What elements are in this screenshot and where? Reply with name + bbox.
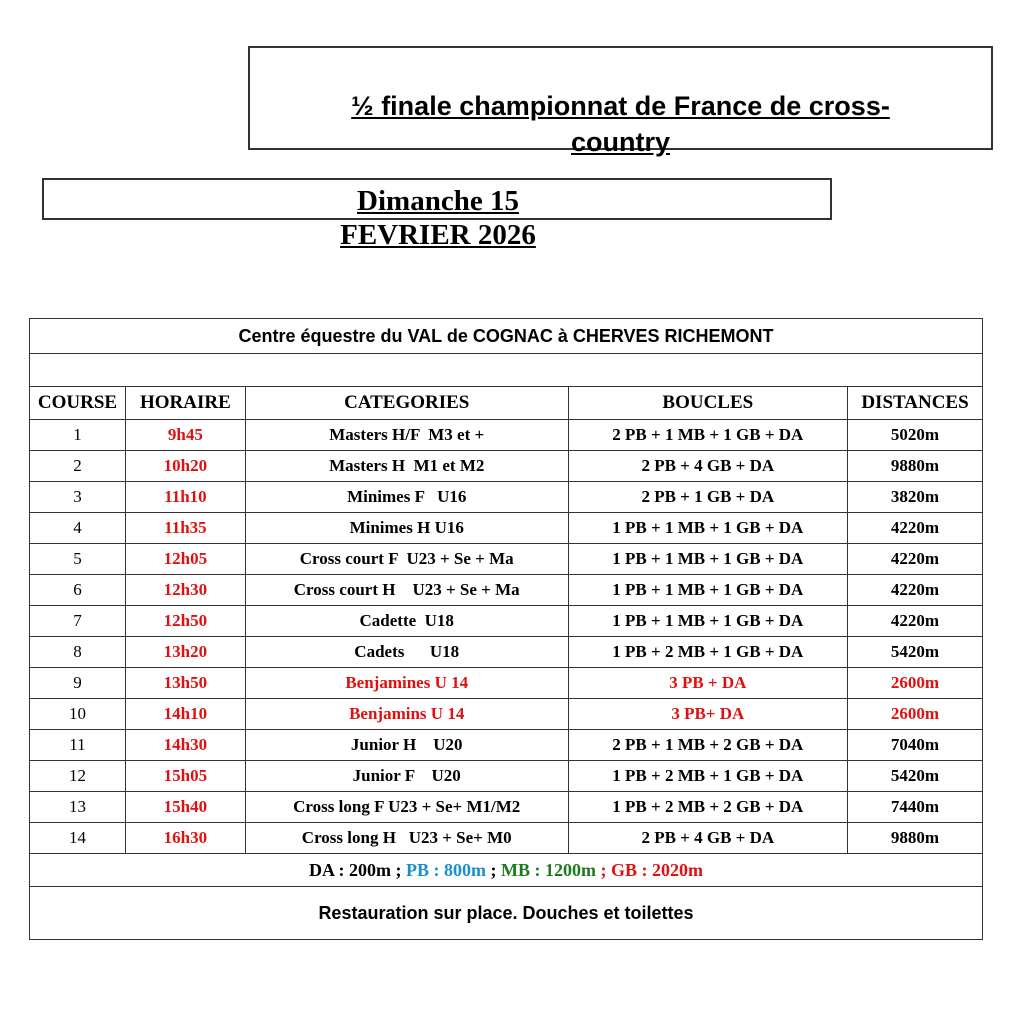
cell-boucles: 3 PB + DA xyxy=(568,668,847,699)
event-date xyxy=(300,184,576,252)
cell-distance: 4220m xyxy=(848,575,983,606)
cell-course: 4 xyxy=(30,513,126,544)
cell-distance: 2600m xyxy=(848,699,983,730)
cell-course: 14 xyxy=(30,823,126,854)
cell-categorie: Junior H U20 xyxy=(245,730,568,761)
cell-boucles: 2 PB + 1 GB + DA xyxy=(568,482,847,513)
cell-categorie: Cross court H U23 + Se + Ma xyxy=(245,575,568,606)
cell-distance: 9880m xyxy=(848,451,983,482)
cell-boucles: 3 PB+ DA xyxy=(568,699,847,730)
cell-distance: 7040m xyxy=(848,730,983,761)
cell-boucles: 2 PB + 1 MB + 1 GB + DA xyxy=(568,420,847,451)
table-row xyxy=(30,823,983,854)
cell-horaire: 10h20 xyxy=(125,451,245,482)
table-row xyxy=(30,637,983,668)
cell-horaire: 13h50 xyxy=(125,668,245,699)
header-categories: CATEGORIES xyxy=(245,387,568,420)
header-row xyxy=(30,387,983,420)
cell-horaire: 14h30 xyxy=(125,730,245,761)
cell-categorie: Benjamins U 14 xyxy=(245,699,568,730)
cell-horaire: 9h45 xyxy=(125,420,245,451)
cell-course: 12 xyxy=(30,761,126,792)
date-line-2: FEVRIER 2026 xyxy=(340,219,536,251)
header-course: COURSE xyxy=(30,387,126,420)
cell-distance: 4220m xyxy=(848,606,983,637)
cell-horaire: 14h10 xyxy=(125,699,245,730)
cell-distance: 7440m xyxy=(848,792,983,823)
table-row xyxy=(30,513,983,544)
table-row xyxy=(30,792,983,823)
legend-sep: ; xyxy=(395,859,402,880)
page-title xyxy=(248,88,993,160)
cell-boucles: 2 PB + 4 GB + DA xyxy=(568,823,847,854)
venue-label: Centre équestre du VAL de COGNAC à CHERVES RICHEMONT xyxy=(30,319,983,354)
table-row xyxy=(30,699,983,730)
legend-gb: GB : 2020m xyxy=(610,859,703,880)
cell-boucles: 2 PB + 1 MB + 2 GB + DA xyxy=(568,730,847,761)
cell-horaire: 11h10 xyxy=(125,482,245,513)
venue-row xyxy=(30,319,983,354)
cell-horaire: 12h50 xyxy=(125,606,245,637)
cell-horaire: 16h30 xyxy=(125,823,245,854)
header-boucles: BOUCLES xyxy=(568,387,847,420)
cell-horaire: 12h30 xyxy=(125,575,245,606)
cell-categorie: Minimes F U16 xyxy=(245,482,568,513)
cell-categorie: Benjamines U 14 xyxy=(245,668,568,699)
date-line-1: Dimanche 15 xyxy=(357,185,519,217)
cell-distance: 5420m xyxy=(848,761,983,792)
title-line-1: ½ finale championnat de France de cross- xyxy=(351,91,890,121)
table-row xyxy=(30,606,983,637)
cell-categorie: Cross court F U23 + Se + Ma xyxy=(245,544,568,575)
cell-horaire: 12h05 xyxy=(125,544,245,575)
cell-course: 11 xyxy=(30,730,126,761)
cell-boucles: 1 PB + 1 MB + 1 GB + DA xyxy=(568,606,847,637)
legend-row xyxy=(30,854,983,887)
cell-categorie: Cadette U18 xyxy=(245,606,568,637)
cell-course: 5 xyxy=(30,544,126,575)
cell-horaire: 15h05 xyxy=(125,761,245,792)
blank-row xyxy=(30,354,983,387)
cell-distance: 5020m xyxy=(848,420,983,451)
legend-sep: ; xyxy=(490,859,497,880)
cell-categorie: Minimes H U16 xyxy=(245,513,568,544)
header-distances: DISTANCES xyxy=(848,387,983,420)
cell-categorie: Masters H/F M3 et + xyxy=(245,420,568,451)
table-row xyxy=(30,575,983,606)
title-line-2: country xyxy=(570,127,670,157)
cell-horaire: 13h20 xyxy=(125,637,245,668)
cell-course: 10 xyxy=(30,699,126,730)
distance-legend xyxy=(30,854,983,887)
cell-categorie: Cadets U18 xyxy=(245,637,568,668)
table-row xyxy=(30,761,983,792)
table-row xyxy=(30,451,983,482)
cell-boucles: 1 PB + 1 MB + 1 GB + DA xyxy=(568,544,847,575)
cell-categorie: Masters H M1 et M2 xyxy=(245,451,568,482)
legend-mb: MB : 1200m xyxy=(501,859,596,880)
cell-distance: 2600m xyxy=(848,668,983,699)
blank-cell xyxy=(30,354,983,387)
cell-boucles: 1 PB + 2 MB + 2 GB + DA xyxy=(568,792,847,823)
cell-boucles: 2 PB + 4 GB + DA xyxy=(568,451,847,482)
cell-distance: 4220m xyxy=(848,513,983,544)
cell-course: 2 xyxy=(30,451,126,482)
cell-course: 6 xyxy=(30,575,126,606)
cell-boucles: 1 PB + 2 MB + 1 GB + DA xyxy=(568,761,847,792)
cell-boucles: 1 PB + 1 MB + 1 GB + DA xyxy=(568,575,847,606)
cell-distance: 4220m xyxy=(848,544,983,575)
cell-course: 3 xyxy=(30,482,126,513)
cell-horaire: 11h35 xyxy=(125,513,245,544)
table-row xyxy=(30,668,983,699)
table-row xyxy=(30,730,983,761)
table-row xyxy=(30,482,983,513)
cell-course: 9 xyxy=(30,668,126,699)
cell-categorie: Junior F U20 xyxy=(245,761,568,792)
legend-sep: ; xyxy=(600,859,607,880)
cell-boucles: 1 PB + 2 MB + 1 GB + DA xyxy=(568,637,847,668)
cell-distance: 5420m xyxy=(848,637,983,668)
schedule-table xyxy=(29,318,983,940)
cell-categorie: Cross long F U23 + Se+ M1/M2 xyxy=(245,792,568,823)
table-row xyxy=(30,544,983,575)
cell-distance: 3820m xyxy=(848,482,983,513)
cell-course: 7 xyxy=(30,606,126,637)
cell-course: 13 xyxy=(30,792,126,823)
legend-pb: PB : 800m xyxy=(406,859,486,880)
cell-boucles: 1 PB + 1 MB + 1 GB + DA xyxy=(568,513,847,544)
legend-da: DA : 200m xyxy=(309,859,391,880)
footer-row xyxy=(30,887,983,940)
footer-note: Restauration sur place. Douches et toilettes xyxy=(30,887,983,940)
cell-distance: 9880m xyxy=(848,823,983,854)
header-horaire: HORAIRE xyxy=(125,387,245,420)
cell-horaire: 15h40 xyxy=(125,792,245,823)
table-row xyxy=(30,420,983,451)
cell-course: 8 xyxy=(30,637,126,668)
cell-categorie: Cross long H U23 + Se+ M0 xyxy=(245,823,568,854)
cell-course: 1 xyxy=(30,420,126,451)
